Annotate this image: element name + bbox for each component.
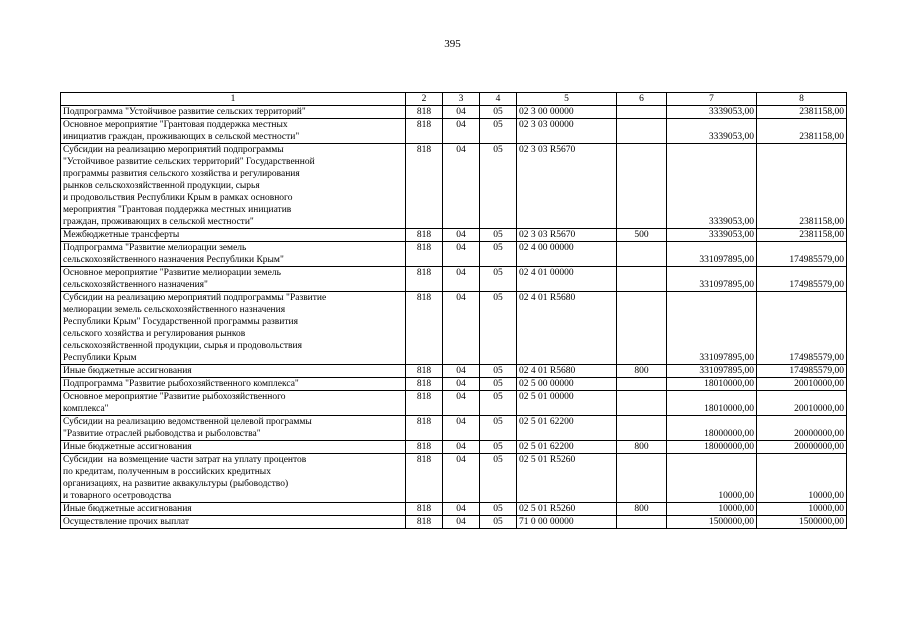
col-8-amount: 2381158,00 [757,229,847,242]
col-5-target-article: 02 5 01 62200 [517,441,617,454]
col-4-subsection: 05 [480,378,517,391]
table-row [61,106,847,119]
col-3-section: 04 [443,144,480,229]
col-3-section: 04 [443,267,480,292]
table-row [61,242,847,267]
description: Иные бюджетные ассигнования [61,365,406,378]
col-7-amount: 331097895,00 [667,242,757,267]
table-row [61,267,847,292]
description: Осуществление прочих выплат [61,516,406,529]
col-4-subsection: 05 [480,503,517,516]
col-2-code: 818 [406,119,443,144]
col-2-code: 818 [406,416,443,441]
col-6-expense-type [617,378,667,391]
col-2-code: 818 [406,292,443,365]
col-3-section: 04 [443,516,480,529]
col-6-expense-type [617,516,667,529]
col-5-target-article: 71 0 00 00000 [517,516,617,529]
col-7-amount: 10000,00 [667,454,757,503]
table-row [61,119,847,144]
header-col-8-amount: 8 [757,93,847,106]
table-row [61,516,847,529]
col-4-subsection: 05 [480,516,517,529]
col-3-section: 04 [443,242,480,267]
header-col-4-subsection: 4 [480,93,517,106]
col-2-code: 818 [406,267,443,292]
col-3-section: 04 [443,391,480,416]
col-5-target-article: 02 4 00 00000 [517,242,617,267]
col-7-amount: 331097895,00 [667,365,757,378]
budget-table-body [61,93,847,529]
table-row [61,391,847,416]
budget-table [60,92,847,529]
col-2-code: 818 [406,378,443,391]
col-4-subsection: 05 [480,229,517,242]
col-5-target-article: 02 5 01 R5260 [517,503,617,516]
col-5-target-article: 02 5 00 00000 [517,378,617,391]
description: Субсидии на возмещение части затрат на уплату процентов по кредитам, полученным в российских кредитных организациях, на развитие аквакультуры (рыбоводство) и товарного осетроводства [61,454,406,503]
col-7-amount: 10000,00 [667,503,757,516]
col-4-subsection: 05 [480,144,517,229]
col-8-amount: 10000,00 [757,454,847,503]
col-3-section: 04 [443,292,480,365]
col-7-amount: 331097895,00 [667,267,757,292]
col-5-target-article: 02 4 01 R5680 [517,365,617,378]
col-3-section: 04 [443,441,480,454]
col-8-amount: 2381158,00 [757,119,847,144]
col-7-amount: 18000000,00 [667,441,757,454]
col-2-code: 818 [406,229,443,242]
col-4-subsection: 05 [480,365,517,378]
col-3-section: 04 [443,503,480,516]
col-3-section: 04 [443,119,480,144]
table-row [61,503,847,516]
header-col-5-target-article: 5 [517,93,617,106]
description: Иные бюджетные ассигнования [61,441,406,454]
col-7-amount: 18010000,00 [667,391,757,416]
col-7-amount: 3339053,00 [667,119,757,144]
col-6-expense-type [617,267,667,292]
col-4-subsection: 05 [480,119,517,144]
col-2-code: 818 [406,144,443,229]
col-6-expense-type [617,391,667,416]
col-5-target-article: 02 3 00 00000 [517,106,617,119]
description: Подпрограмма "Развитие мелиорации земель сельскохозяйственного назначения Республики Крым" [61,242,406,267]
col-4-subsection: 05 [480,106,517,119]
col-8-amount: 20000000,00 [757,441,847,454]
col-5-target-article: 02 5 01 R5260 [517,454,617,503]
col-5-target-article: 02 3 03 R5670 [517,229,617,242]
col-8-amount: 174985579,00 [757,267,847,292]
description: Субсидии на реализацию мероприятий подпрограммы "Развитие мелиорации земель сельскохозяйственного назначения Республики Крым" Государственной программы развития сельского хозяйства и регулирования рынков сельскохозяйственной продукции, сырья и продовольствия Республики Крым [61,292,406,365]
col-8-amount: 20010000,00 [757,378,847,391]
description: Межбюджетные трансферты [61,229,406,242]
col-6-expense-type [617,106,667,119]
col-5-target-article: 02 3 03 00000 [517,119,617,144]
table-row [61,229,847,242]
description: Субсидии на реализацию мероприятий подпрограммы "Устойчивое развитие сельских территорий" Государственной программы развития сельского хозяйства и регулирования рынков сельскохозяйственной продукции, сырья и продовольствия Республики Крым в рамках основного мероприятия "Грантовая поддержка местных инициатив граждан, проживающих в сельской местности" [61,144,406,229]
table-row [61,416,847,441]
col-2-code: 818 [406,365,443,378]
col-7-amount: 1500000,00 [667,516,757,529]
col-4-subsection: 05 [480,292,517,365]
col-3-section: 04 [443,378,480,391]
col-2-code: 818 [406,391,443,416]
col-4-subsection: 05 [480,391,517,416]
col-5-target-article: 02 5 01 62200 [517,416,617,441]
col-4-subsection: 05 [480,267,517,292]
col-4-subsection: 05 [480,454,517,503]
col-6-expense-type [617,454,667,503]
col-8-amount: 10000,00 [757,503,847,516]
table-row [61,144,847,229]
col-3-section: 04 [443,229,480,242]
col-2-code: 818 [406,516,443,529]
col-6-expense-type [617,416,667,441]
description: Подпрограмма "Развитие рыбохозяйственного комплекса" [61,378,406,391]
table-row [61,378,847,391]
col-2-code: 818 [406,106,443,119]
col-6-expense-type [617,242,667,267]
page-number: 395 [444,38,461,50]
col-6-expense-type: 800 [617,441,667,454]
col-3-section: 04 [443,106,480,119]
col-4-subsection: 05 [480,441,517,454]
col-4-subsection: 05 [480,242,517,267]
col-8-amount: 174985579,00 [757,292,847,365]
description: Основное мероприятие "Развитие мелиорации земель сельскохозяйственного назначения" [61,267,406,292]
col-2-code: 818 [406,454,443,503]
col-6-expense-type: 800 [617,503,667,516]
header-row [61,93,847,106]
col-2-code: 818 [406,242,443,267]
col-8-amount: 174985579,00 [757,365,847,378]
col-8-amount: 1500000,00 [757,516,847,529]
description: Основное мероприятие "Развитие рыбохозяйственного комплекса" [61,391,406,416]
col-2-code: 818 [406,441,443,454]
col-7-amount: 3339053,00 [667,144,757,229]
col-7-amount: 3339053,00 [667,229,757,242]
table-row [61,454,847,503]
col-7-amount: 18000000,00 [667,416,757,441]
col-6-expense-type [617,119,667,144]
header-col-2-code: 2 [406,93,443,106]
col-5-target-article: 02 4 01 R5680 [517,292,617,365]
col-7-amount: 3339053,00 [667,106,757,119]
col-3-section: 04 [443,454,480,503]
col-8-amount: 20010000,00 [757,391,847,416]
col-8-amount: 2381158,00 [757,144,847,229]
col-7-amount: 331097895,00 [667,292,757,365]
col-3-section: 04 [443,416,480,441]
description: Иные бюджетные ассигнования [61,503,406,516]
table-row [61,292,847,365]
header-description: 1 [61,93,406,106]
col-4-subsection: 05 [480,416,517,441]
table-row [61,365,847,378]
description: Основное мероприятие "Грантовая поддержка местных инициатив граждан, проживающих в сельской местности" [61,119,406,144]
col-7-amount: 18010000,00 [667,378,757,391]
col-8-amount: 174985579,00 [757,242,847,267]
table-row [61,441,847,454]
description: Подпрограмма "Устойчивое развитие сельских территорий" [61,106,406,119]
col-5-target-article: 02 3 03 R5670 [517,144,617,229]
col-6-expense-type: 800 [617,365,667,378]
header-col-6-expense-type: 6 [617,93,667,106]
description: Субсидии на реализацию ведомственной целевой программы "Развитие отраслей рыбоводства и рыболовства" [61,416,406,441]
col-6-expense-type [617,292,667,365]
col-6-expense-type: 500 [617,229,667,242]
col-5-target-article: 02 5 01 00000 [517,391,617,416]
col-8-amount: 20000000,00 [757,416,847,441]
col-3-section: 04 [443,365,480,378]
col-6-expense-type [617,144,667,229]
col-2-code: 818 [406,503,443,516]
header-col-3-section: 3 [443,93,480,106]
col-8-amount: 2381158,00 [757,106,847,119]
col-5-target-article: 02 4 01 00000 [517,267,617,292]
header-col-7-amount: 7 [667,93,757,106]
